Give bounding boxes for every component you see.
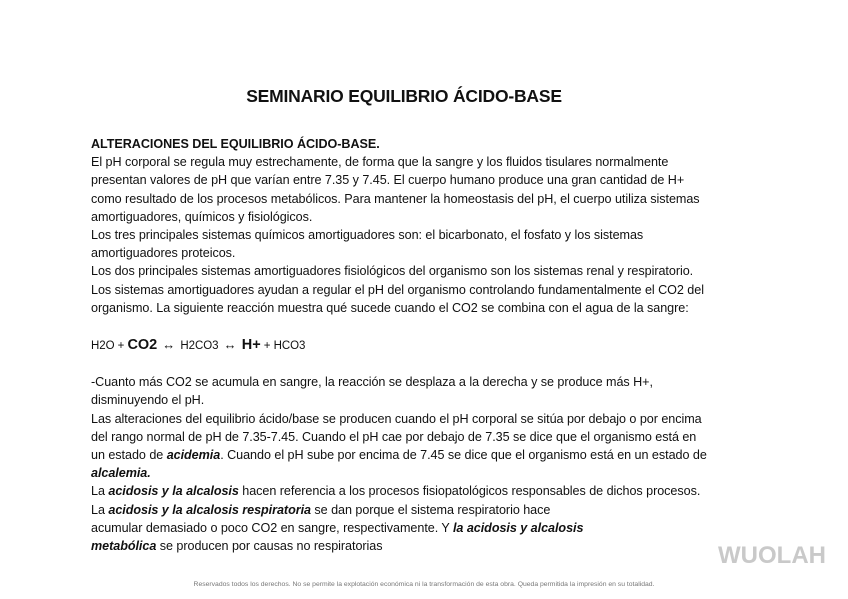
term-respiratoria: acidosis y la alcalosis respiratoria <box>108 502 311 517</box>
text-line <box>91 501 771 519</box>
eq-hplus: H+ <box>241 337 261 354</box>
text-span: La <box>91 484 109 499</box>
section-heading: ALTERACIONES DEL EQUILIBRIO ÁCIDO-BASE. <box>91 137 380 151</box>
wuolah-watermark: WUOLAH <box>718 542 826 569</box>
term-acidosis-alcalosis-metabolica: la acidosis y alcalosis <box>452 520 584 535</box>
term-acidemia: acidemia <box>166 448 221 462</box>
text-line: presentan valores de pH que varían entre 7.35 y 7.45. El cuerpo humano produce una gran cantidad de H+ <box>91 173 685 188</box>
text-line: Los dos principales sistemas amortiguadores fisiológicos del organismo son los sistemas renal y respiratorio. <box>91 264 694 279</box>
text-line <box>91 537 771 555</box>
eq-arrow: ↔ <box>223 337 237 353</box>
text-line-acidemia <box>91 446 771 464</box>
text-line: amortiguadores, químicos y fisiológicos. <box>91 209 313 224</box>
text-span: se producen por causas no respiratorias <box>156 538 383 553</box>
blank-line <box>91 317 771 335</box>
text-line: Los sistemas amortiguadores ayudan a regular el pH del organismo controlando fundamentalmente el CO2 del <box>91 282 704 297</box>
text-line: El pH corporal se regula muy estrechamente, de forma que la sangre y los fluidos tisulares normalmente <box>91 155 669 170</box>
text-line: disminuyendo el pH. <box>91 393 205 408</box>
eq-arrow: ↔ <box>162 337 176 353</box>
eq-co2: CO2 <box>127 337 158 354</box>
text-span: La <box>91 502 109 517</box>
page-title: SEMINARIO EQUILIBRIO ÁCIDO-BASE <box>246 86 562 106</box>
term-acidosis-alcalosis: acidosis y la alcalosis <box>108 484 239 499</box>
text-line: amortiguadores proteicos. <box>91 246 236 261</box>
text-line-alcalemia <box>91 464 771 482</box>
term-metabolica: metabólica <box>91 538 157 553</box>
text-span: un estado de <box>91 448 167 462</box>
text-line: Los tres principales sistemas químicos amortiguadores son: el bicarbonato, el fosfato y los sistemas <box>91 227 644 242</box>
text-span: hacen referencia a los procesos fisiopatológicos responsables de dichos procesos. <box>238 484 701 499</box>
text-line <box>91 482 771 500</box>
text-span: se dan porque el sistema respiratorio hace <box>310 502 551 517</box>
eq-h2co3: H2CO3 <box>180 340 219 353</box>
text-line: organismo. La siguiente reacción muestra qué sucede cuando el CO2 se combina con el agua de la sangre: <box>91 300 689 315</box>
eq-hco3: + HCO3 <box>263 340 306 353</box>
blank-line <box>91 355 771 373</box>
text-line <box>91 519 771 537</box>
document-body <box>91 135 771 555</box>
chemical-equation <box>91 335 771 355</box>
text-line: -Cuanto más CO2 se acumula en sangre, la reacción se desplaza a la derecha y se produce más H+, <box>91 375 653 390</box>
term-alcalemia: alcalemia. <box>91 466 151 481</box>
text-span: acumular demasiado o poco CO2 en sangre, respectivamente. Y <box>91 520 453 535</box>
text-span: . Cuando el pH sube por encima de 7.45 se dice que el organismo está en un estado de <box>220 448 707 462</box>
text-line: como resultado de los procesos metabólicos. Para mantener la homeostasis del pH, el cuerpo utiliza sistemas <box>91 191 700 206</box>
text-line: Las alteraciones del equilibrio ácido/base se producen cuando el pH corporal se sitúa por debajo o por encima <box>91 411 702 426</box>
eq-h2o: H2O + <box>91 340 125 353</box>
footer-rights: Reservados todos los derechos. No se permite la explotación económica ni la transformación de esta obra. Queda permitida la impresión en su totalidad. <box>193 581 655 588</box>
text-line: del rango normal de pH de 7.35-7.45. Cuando el pH cae por debajo de 7.35 se dice que el organismo está en <box>91 429 697 444</box>
